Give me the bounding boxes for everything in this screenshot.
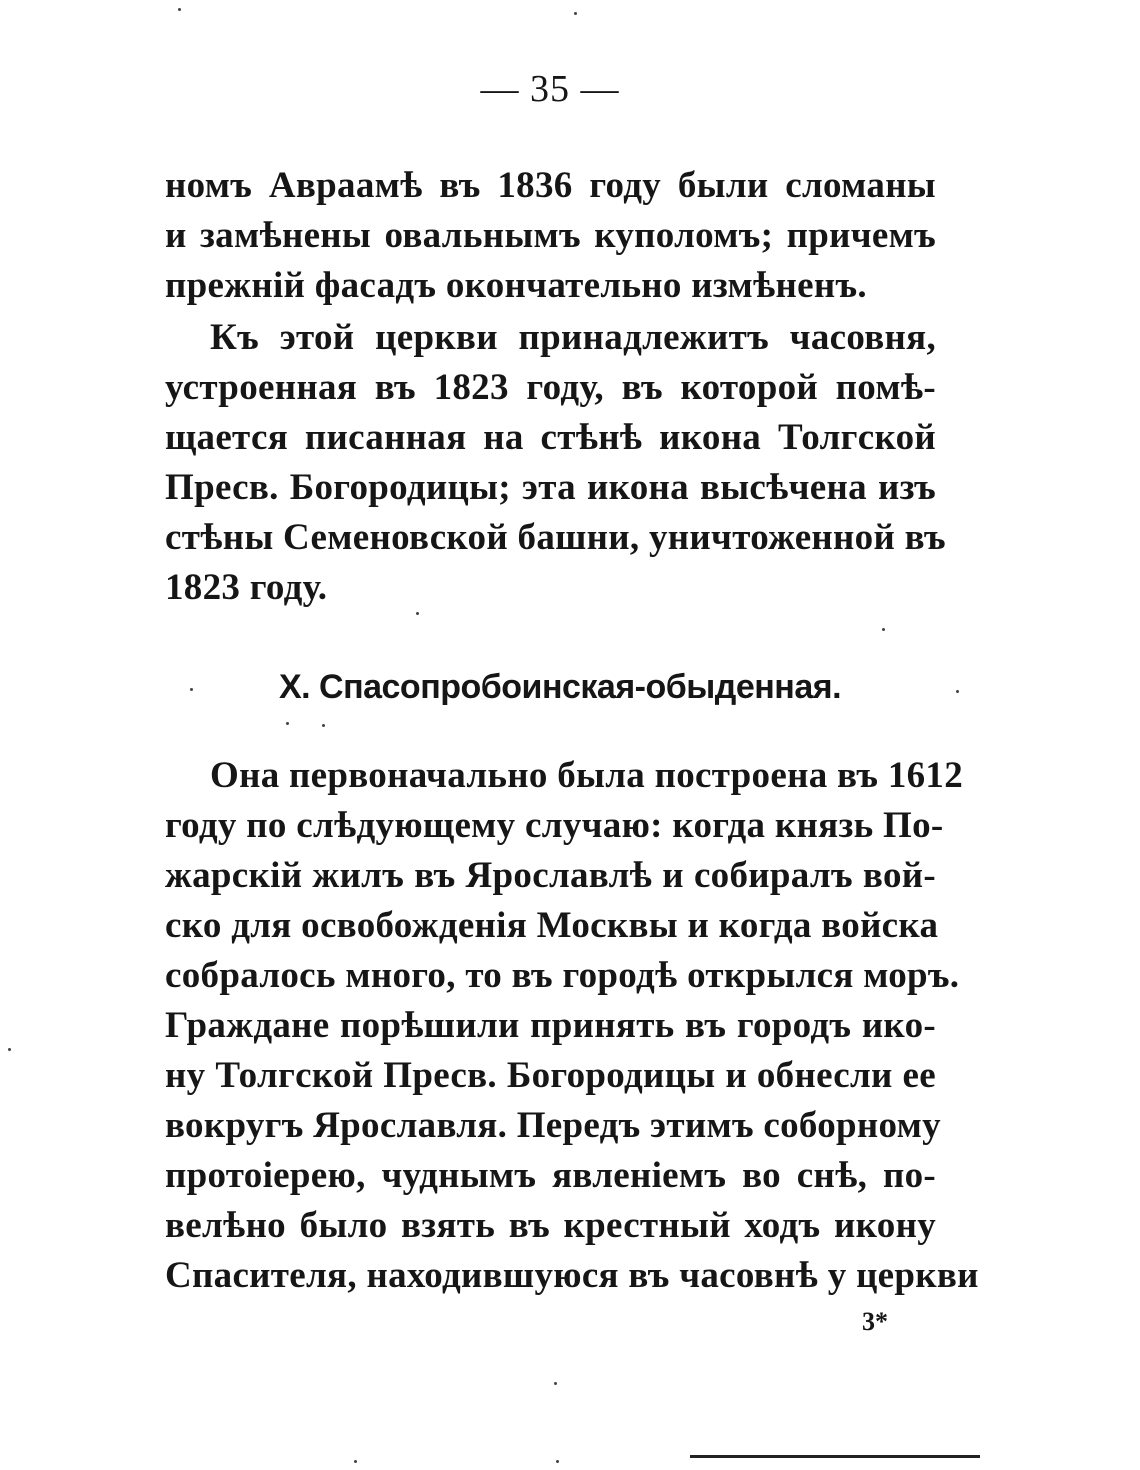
- text-line: Пресв. Богородицы; эта икона высѣчена изъ: [165, 467, 936, 508]
- scan-speck: [882, 628, 885, 631]
- scan-speck: [8, 1048, 11, 1051]
- text-line: и замѣнены овальнымъ куполомъ; причемъ: [165, 215, 936, 256]
- scan-speck: [416, 612, 419, 615]
- scan-speck: [190, 688, 193, 691]
- signature-mark: 3*: [862, 1307, 888, 1336]
- scan-speck: [178, 8, 181, 11]
- bottom-rule: [690, 1455, 980, 1458]
- text-line: Она первоначально была построена въ 1612: [210, 755, 964, 796]
- scan-speck: [556, 1460, 559, 1463]
- text-line: Къ этой церкви принадлежитъ часовня,: [210, 317, 936, 358]
- text-line: устроенная въ 1823 году, въ которой помѣ-: [165, 367, 936, 408]
- text-line: Граждане порѣшили принять въ городъ ико-: [165, 1005, 936, 1046]
- scan-speck: [322, 724, 325, 727]
- scan-speck: [354, 1460, 357, 1463]
- text-line: щается писанная на стѣнѣ икона Толгской: [165, 417, 936, 458]
- text-line: собралось много, то въ городѣ открылся моръ.: [165, 955, 960, 996]
- page-number: — 35 —: [480, 68, 620, 110]
- text-line: 1823 году.: [165, 567, 328, 608]
- scan-speck: [574, 12, 577, 15]
- text-line: ну Толгской Пресв. Богородицы и обнесли ее: [165, 1055, 936, 1096]
- scan-speck: [286, 722, 289, 725]
- text-line: протоіерею, чуднымъ явленіемъ во снѣ, по-: [165, 1155, 936, 1196]
- scan-speck: [956, 690, 959, 693]
- text-line: номъ Авраамѣ въ 1836 году были сломаны: [165, 165, 936, 206]
- text-line: году по слѣдующему случаю: когда князь По-: [165, 805, 944, 846]
- text-line: вокругъ Ярославля. Передъ этимъ соборному: [165, 1105, 941, 1146]
- text-line: ско для освобожденія Москвы и когда войска: [165, 905, 939, 946]
- text-line: велѣно было взять въ крестный ходъ икону: [165, 1205, 936, 1246]
- section-heading: X. Спасопробоинская-обыденная.: [278, 668, 842, 706]
- text-line: Спасителя, находившуюся въ часовнѣ у церкви: [165, 1255, 979, 1296]
- scan-speck: [554, 1382, 557, 1385]
- text-line: прежній фасадъ окончательно измѣненъ.: [165, 265, 867, 306]
- text-line: стѣны Семеновской башни, уничтоженной въ: [165, 517, 946, 558]
- text-line: жарскій жилъ въ Ярославлѣ и собиралъ вой-: [165, 855, 936, 896]
